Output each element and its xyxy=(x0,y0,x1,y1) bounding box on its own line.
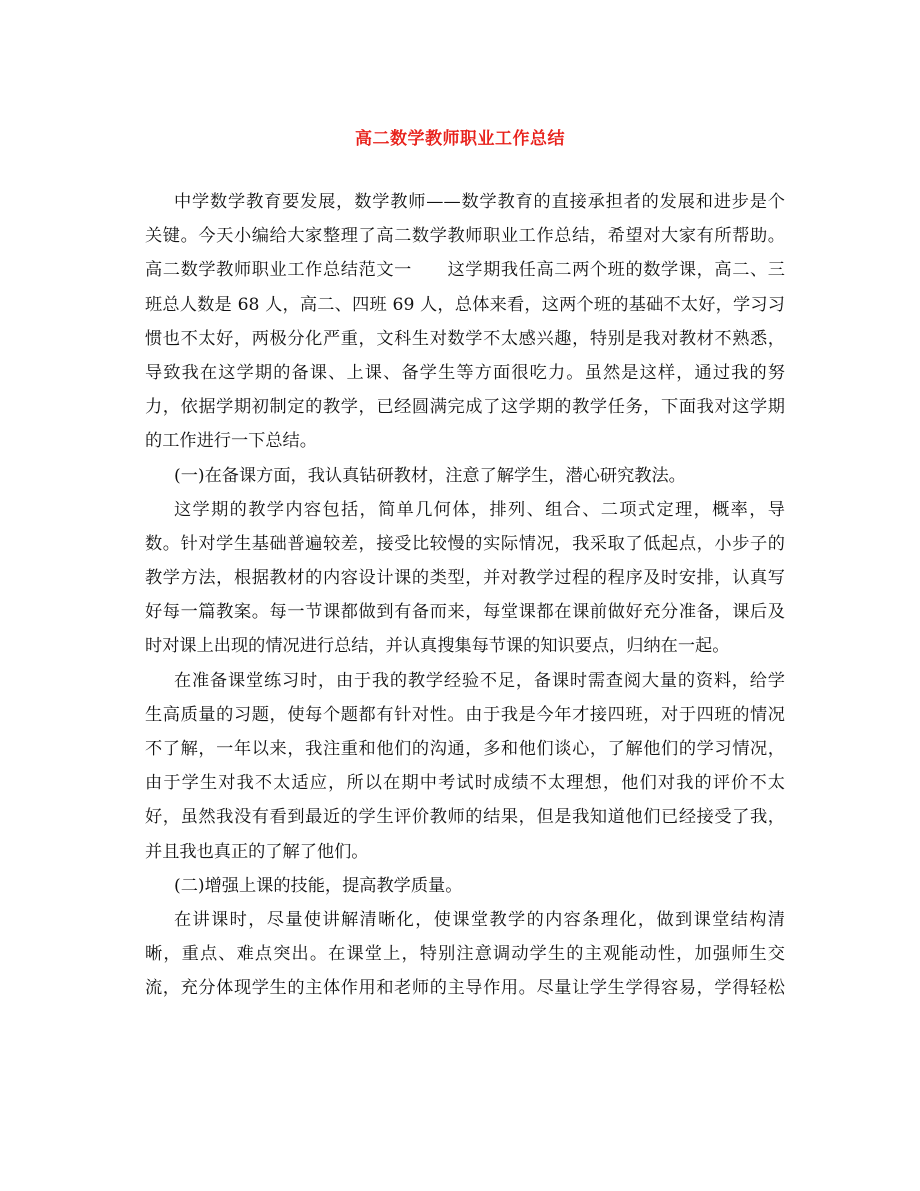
section-heading: (二)增强上课的技能，提高教学质量。 xyxy=(174,875,463,896)
section-heading: (一)在备课方面，我认真钻研教材，注意了解学生，潜心研究教法。 xyxy=(174,465,686,486)
text-line: 在讲课时，尽量使讲解清晰化，使课堂教学的内容条理化，做到课堂结构清 xyxy=(174,909,785,930)
text-line: 由于学生对我不太适应，所以在期中考试时成绩不太理想，他们对我的评价不太 xyxy=(145,773,785,794)
text-line: 时对课上出现的情况进行总结，并认真搜集每节课的知识要点，归纳在一起。 xyxy=(145,636,730,657)
text-line: 在准备课堂练习时，由于我的教学经验不足，备课时需查阅大量的资料，给学 xyxy=(174,670,785,691)
text-line: 这学期的教学内容包括，简单几何体，排列、组合、二项式定理，概率，导 xyxy=(174,499,785,520)
text-line: 好，虽然我没有看到最近的学生评价教师的结果，但是我知道他们已经接受了我， xyxy=(145,807,785,828)
text-line: 流，充分体现学生的主体作用和老师的主导作用。尽量让学生学得容易，学得轻松 xyxy=(145,978,785,999)
text-line: 惯也不太好，两极分化严重，文科生对数学不太感兴趣，特别是我对教材不熟悉， xyxy=(145,328,785,349)
text-line: 力，依据学期初制定的教学，已经圆满完成了这学期的教学任务，下面我对这学期 xyxy=(145,397,785,418)
text-line: 高二数学教师职业工作总结范文一 这学期我任高二两个班的数学课，高二、三 xyxy=(145,260,785,281)
text-line: 班总人数是 68 人，高二、四班 69 人，总体来看，这两个班的基础不太好，学习习 xyxy=(145,294,785,315)
text-line: 不了解，一年以来，我注重和他们的沟通，多和他们谈心，了解他们的学习情况， xyxy=(145,739,785,759)
text-line: 晰，重点、难点突出。在课堂上，特别注意调动学生的主观能动性，加强师生交 xyxy=(145,944,785,965)
text-line: 的工作进行一下总结。 xyxy=(145,431,317,452)
text-line: 教学方法，根据教材的内容设计课的类型，并对教学过程的程序及时安排，认真写 xyxy=(145,568,785,589)
document-body xyxy=(145,185,785,1006)
text-line: 关键。今天小编给大家整理了高二数学教师职业工作总结，希望对大家有所帮助。 xyxy=(145,226,785,247)
document-title: 高二数学教师职业工作总结 xyxy=(355,129,565,149)
text-line: 好每一篇教案。每一节课都做到有备而来，每堂课都在课前做好充分准备，课后及 xyxy=(145,602,785,623)
text-line: 生高质量的习题，使每个题都有针对性。由于我是今年才接四班，对于四班的情况 xyxy=(145,704,785,725)
text-line: 并且我也真正的了解了他们。 xyxy=(145,841,369,862)
text-line: 导致我在这学期的备课、上课、备学生等方面很吃力。虽然是这样，通过我的努 xyxy=(145,362,785,383)
text-line: 数。针对学生基础普遍较差，接受比较慢的实际情况，我采取了低起点，小步子的 xyxy=(145,533,785,554)
text-line: 中学数学教育要发展，数学教师——数学教育的直接承担者的发展和进步是个 xyxy=(174,192,785,212)
